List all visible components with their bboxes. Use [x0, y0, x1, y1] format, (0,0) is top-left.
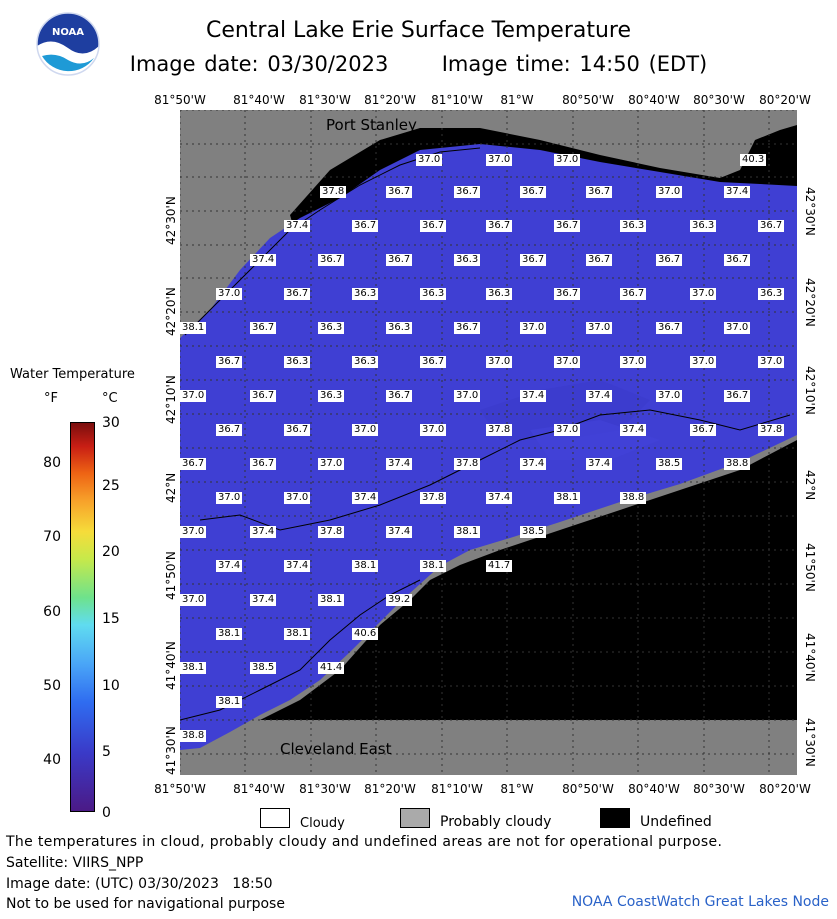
- temperature-reading: 36.3: [622, 220, 645, 231]
- temperature-reading: 36.7: [622, 288, 645, 299]
- temperature-reading: 37.0: [418, 154, 441, 165]
- lat-label-left: 42°10'N: [164, 375, 178, 424]
- temperature-reading: 38.5: [522, 526, 545, 537]
- temperature-reading: 36.3: [388, 322, 411, 333]
- tick-f: 40: [43, 752, 61, 768]
- temperature-reading: 37.4: [252, 254, 275, 265]
- temperature-reading: 36.7: [286, 424, 309, 435]
- temperature-reading: 36.7: [658, 254, 681, 265]
- utc-date-line: Image date: (UTC) 03/30/2023 18:50: [6, 876, 273, 892]
- temperature-reading: 37.4: [522, 458, 545, 469]
- lat-label-left: 42°N: [164, 472, 178, 503]
- temperature-reading: 37.4: [588, 390, 611, 401]
- temperature-reading: 37.4: [218, 560, 241, 571]
- temperature-reading: 36.7: [556, 220, 579, 231]
- temperature-reading: 37.0: [182, 526, 205, 537]
- temperature-reading: 37.0: [556, 356, 579, 367]
- temperature-reading: 37.0: [556, 424, 579, 435]
- tick-c: 15: [102, 611, 120, 627]
- temperature-reading: 38.1: [182, 322, 205, 333]
- temperature-reading: 36.7: [488, 220, 511, 231]
- temperature-reading: 37.4: [622, 424, 645, 435]
- lon-label-bottom: 81°10'W: [431, 782, 483, 796]
- temperature-reading: 36.3: [488, 288, 511, 299]
- lon-label-top: 81°10'W: [431, 93, 483, 107]
- tick-c: 10: [102, 678, 120, 694]
- temperature-reading: 37.0: [588, 322, 611, 333]
- lat-label-right: 42°10'N: [803, 366, 817, 415]
- temperature-reading: 40.3: [742, 154, 765, 165]
- lat-label-left: 42°30'N: [164, 196, 178, 245]
- temperature-reading: 37.0: [556, 154, 579, 165]
- undefined-legend-swatch: [600, 808, 630, 828]
- temperature-reading: 38.1: [218, 696, 241, 707]
- temperature-reading: 36.7: [182, 458, 205, 469]
- temperature-reading: 36.7: [556, 288, 579, 299]
- temperature-reading: 36.7: [422, 356, 445, 367]
- temperature-reading: 37.8: [322, 186, 345, 197]
- temperature-reading: 38.8: [622, 492, 645, 503]
- lon-label-top: 81°50'W: [154, 93, 206, 107]
- temperature-reading: 36.7: [726, 254, 749, 265]
- temperature-reading: 36.7: [522, 186, 545, 197]
- undefined-legend-label: Undefined: [640, 814, 712, 830]
- temperature-reading: 38.1: [182, 662, 205, 673]
- temperature-reading: 36.3: [320, 322, 343, 333]
- lon-label-top: 81°20'W: [364, 93, 416, 107]
- temperature-reading: 37.8: [456, 458, 479, 469]
- lon-label-top: 80°50'W: [562, 93, 614, 107]
- temperature-reading: 37.0: [320, 458, 343, 469]
- temperature-reading: 37.0: [658, 390, 681, 401]
- lon-label-bottom: 81°20'W: [364, 782, 416, 796]
- tick-f: 60: [43, 604, 61, 620]
- lon-label-top: 81°30'W: [299, 93, 351, 107]
- lat-label-right: 41°50'N: [803, 543, 817, 592]
- temperature-reading: 41.7: [488, 560, 511, 571]
- temperature-reading: 37.8: [488, 424, 511, 435]
- temperature-reading: 36.7: [726, 390, 749, 401]
- temperature-reading: 38.5: [658, 458, 681, 469]
- lon-label-bottom: 80°20'W: [759, 782, 811, 796]
- credit-line: NOAA CoastWatch Great Lakes Node: [571, 894, 829, 910]
- temperature-reading: 36.7: [320, 254, 343, 265]
- temperature-reading: 36.7: [760, 220, 783, 231]
- temperature-reading: 38.5: [252, 662, 275, 673]
- cloudy-legend-label: Cloudy: [300, 816, 345, 831]
- temperature-reading: 38.1: [218, 628, 241, 639]
- temperature-reading: 37.8: [422, 492, 445, 503]
- probably-cloudy-legend-swatch: [400, 808, 430, 828]
- lon-label-top: 81°W: [500, 93, 534, 107]
- temperature-reading: 36.7: [588, 186, 611, 197]
- temperature-reading: 36.7: [388, 186, 411, 197]
- lon-label-bottom: 81°30'W: [299, 782, 351, 796]
- temperature-reading: 36.7: [588, 254, 611, 265]
- temperature-reading: 36.7: [218, 424, 241, 435]
- lon-label-bottom: 80°30'W: [693, 782, 745, 796]
- tick-f: 80: [43, 455, 61, 471]
- temperature-reading: 36.7: [388, 390, 411, 401]
- lon-label-bottom: 81°40'W: [233, 782, 285, 796]
- noaa-logo-text: NOAA: [51, 27, 85, 38]
- temperature-reading: 37.4: [286, 220, 309, 231]
- temperature-reading: 36.7: [422, 220, 445, 231]
- image-time-value: 14:50 (EDT): [579, 52, 708, 76]
- temperature-reading: 37.0: [522, 322, 545, 333]
- temperature-reading: 38.1: [556, 492, 579, 503]
- temperature-reading: 36.3: [354, 288, 377, 299]
- image-date-label: Image date:: [129, 52, 259, 76]
- temperature-reading: 41.4: [320, 662, 343, 673]
- temperature-reading: 37.0: [622, 356, 645, 367]
- tick-c: 25: [102, 478, 120, 494]
- temperature-reading: 37.4: [388, 458, 411, 469]
- navigation-warning: Not to be used for navigational purpose: [6, 896, 285, 912]
- temperature-reading: 36.3: [456, 254, 479, 265]
- temperature-reading: 36.7: [252, 390, 275, 401]
- temperature-reading: 39.2: [388, 594, 411, 605]
- place-label-ashtabula: Ashtabula: [606, 548, 682, 566]
- temperature-colorbar: [70, 422, 95, 812]
- lake-map-canvas: [180, 110, 797, 775]
- temperature-reading: 36.7: [456, 322, 479, 333]
- satellite-line: Satellite: VIIRS_NPP: [6, 855, 144, 871]
- scale-unit-c: °C: [102, 391, 118, 406]
- temperature-reading: 37.4: [286, 560, 309, 571]
- probably-cloudy-legend-label: Probably cloudy: [440, 814, 552, 830]
- temperature-reading: 38.1: [422, 560, 445, 571]
- temperature-reading: 37.8: [320, 526, 343, 537]
- temperature-reading: 37.0: [760, 356, 783, 367]
- temperature-reading: 36.3: [286, 356, 309, 367]
- cloudy-legend-swatch: [260, 808, 290, 828]
- temperature-reading: 36.7: [252, 322, 275, 333]
- temperature-reading: 36.7: [658, 322, 681, 333]
- temperature-reading: 37.4: [488, 492, 511, 503]
- temperature-reading: 36.7: [218, 356, 241, 367]
- map-title: Central Lake Erie Surface Temperature: [205, 18, 632, 43]
- temperature-reading: 36.7: [692, 424, 715, 435]
- temperature-reading: 37.0: [658, 186, 681, 197]
- temperature-reading: 36.3: [760, 288, 783, 299]
- temperature-reading: 37.0: [286, 492, 309, 503]
- tick-c: 20: [102, 544, 120, 560]
- lon-label-top: 80°20'W: [759, 93, 811, 107]
- temperature-reading: 37.4: [522, 390, 545, 401]
- temperature-reading: 36.7: [522, 254, 545, 265]
- lat-label-right: 42°30'N: [803, 187, 817, 236]
- temperature-reading: 37.0: [422, 424, 445, 435]
- lon-label-bottom: 80°50'W: [562, 782, 614, 796]
- lon-label-bottom: 81°50'W: [154, 782, 206, 796]
- lon-label-bottom: 80°40'W: [628, 782, 680, 796]
- temperature-reading: 36.7: [252, 458, 275, 469]
- lake-map: [180, 110, 797, 775]
- scale-title: Water Temperature: [10, 367, 135, 382]
- temperature-reading: 38.8: [726, 458, 749, 469]
- temperature-reading: 38.1: [456, 526, 479, 537]
- temperature-reading: 37.8: [760, 424, 783, 435]
- temperature-reading: 40.6: [354, 628, 377, 639]
- place-label-cleveland-east: Cleveland East: [280, 740, 392, 758]
- place-label-port-stanley: Port Stanley: [326, 116, 417, 134]
- temperature-reading: 37.0: [456, 390, 479, 401]
- temperature-reading: 37.4: [388, 526, 411, 537]
- temperature-reading: 37.0: [488, 356, 511, 367]
- lon-label-top: 80°40'W: [628, 93, 680, 107]
- temperature-reading: 36.3: [422, 288, 445, 299]
- temperature-reading: 37.0: [726, 322, 749, 333]
- tick-c: 0: [102, 805, 111, 821]
- temperature-reading: 38.1: [354, 560, 377, 571]
- temperature-reading: 36.7: [354, 220, 377, 231]
- temperature-reading: 37.4: [726, 186, 749, 197]
- lon-label-top: 81°40'W: [233, 93, 285, 107]
- temperature-reading: 37.4: [588, 458, 611, 469]
- lat-label-right: 41°40'N: [803, 633, 817, 682]
- temperature-reading: 36.7: [456, 186, 479, 197]
- temperature-reading: 36.3: [354, 356, 377, 367]
- temperature-reading: 37.0: [182, 390, 205, 401]
- temperature-reading: 38.8: [182, 730, 205, 741]
- temperature-reading: 37.0: [182, 594, 205, 605]
- lon-label-bottom: 81°W: [500, 782, 534, 796]
- tick-f: 70: [43, 529, 61, 545]
- lon-label-top: 80°30'W: [693, 93, 745, 107]
- lat-label-left: 41°50'N: [164, 551, 178, 600]
- temperature-reading: 36.7: [388, 254, 411, 265]
- temperature-reading: 36.3: [320, 390, 343, 401]
- lat-label-right: 42°20'N: [803, 278, 817, 327]
- image-time-label: Image time:: [441, 52, 571, 76]
- lat-label-left: 41°30'N: [164, 726, 178, 775]
- lat-label-left: 41°40'N: [164, 641, 178, 690]
- scale-unit-f: °F: [44, 391, 58, 406]
- temperature-reading: 36.7: [286, 288, 309, 299]
- lat-label-right: 41°30'N: [803, 718, 817, 767]
- temperature-reading: 38.1: [286, 628, 309, 639]
- lat-label-left: 42°20'N: [164, 287, 178, 336]
- lat-label-right: 42°N: [803, 470, 817, 501]
- image-date-value: 03/30/2023: [267, 52, 389, 76]
- temperature-reading: 37.4: [354, 492, 377, 503]
- temperature-reading: 37.0: [218, 492, 241, 503]
- temperature-reading: 37.4: [252, 526, 275, 537]
- tick-c: 5: [102, 744, 111, 760]
- temperature-reading: 37.0: [692, 356, 715, 367]
- temperature-reading: 38.1: [320, 594, 343, 605]
- map-subtitle: [0, 52, 837, 76]
- tick-c: 30: [102, 415, 120, 431]
- temperature-reading: 36.3: [692, 220, 715, 231]
- temperature-reading: 37.0: [354, 424, 377, 435]
- operational-note: The temperatures in cloud, probably cloudy and undefined areas are not for operational purpose.: [6, 834, 723, 850]
- temperature-reading: 37.4: [252, 594, 275, 605]
- temperature-reading: 37.0: [692, 288, 715, 299]
- temperature-reading: 37.0: [218, 288, 241, 299]
- tick-f: 50: [43, 678, 61, 694]
- temperature-reading: 37.0: [488, 154, 511, 165]
